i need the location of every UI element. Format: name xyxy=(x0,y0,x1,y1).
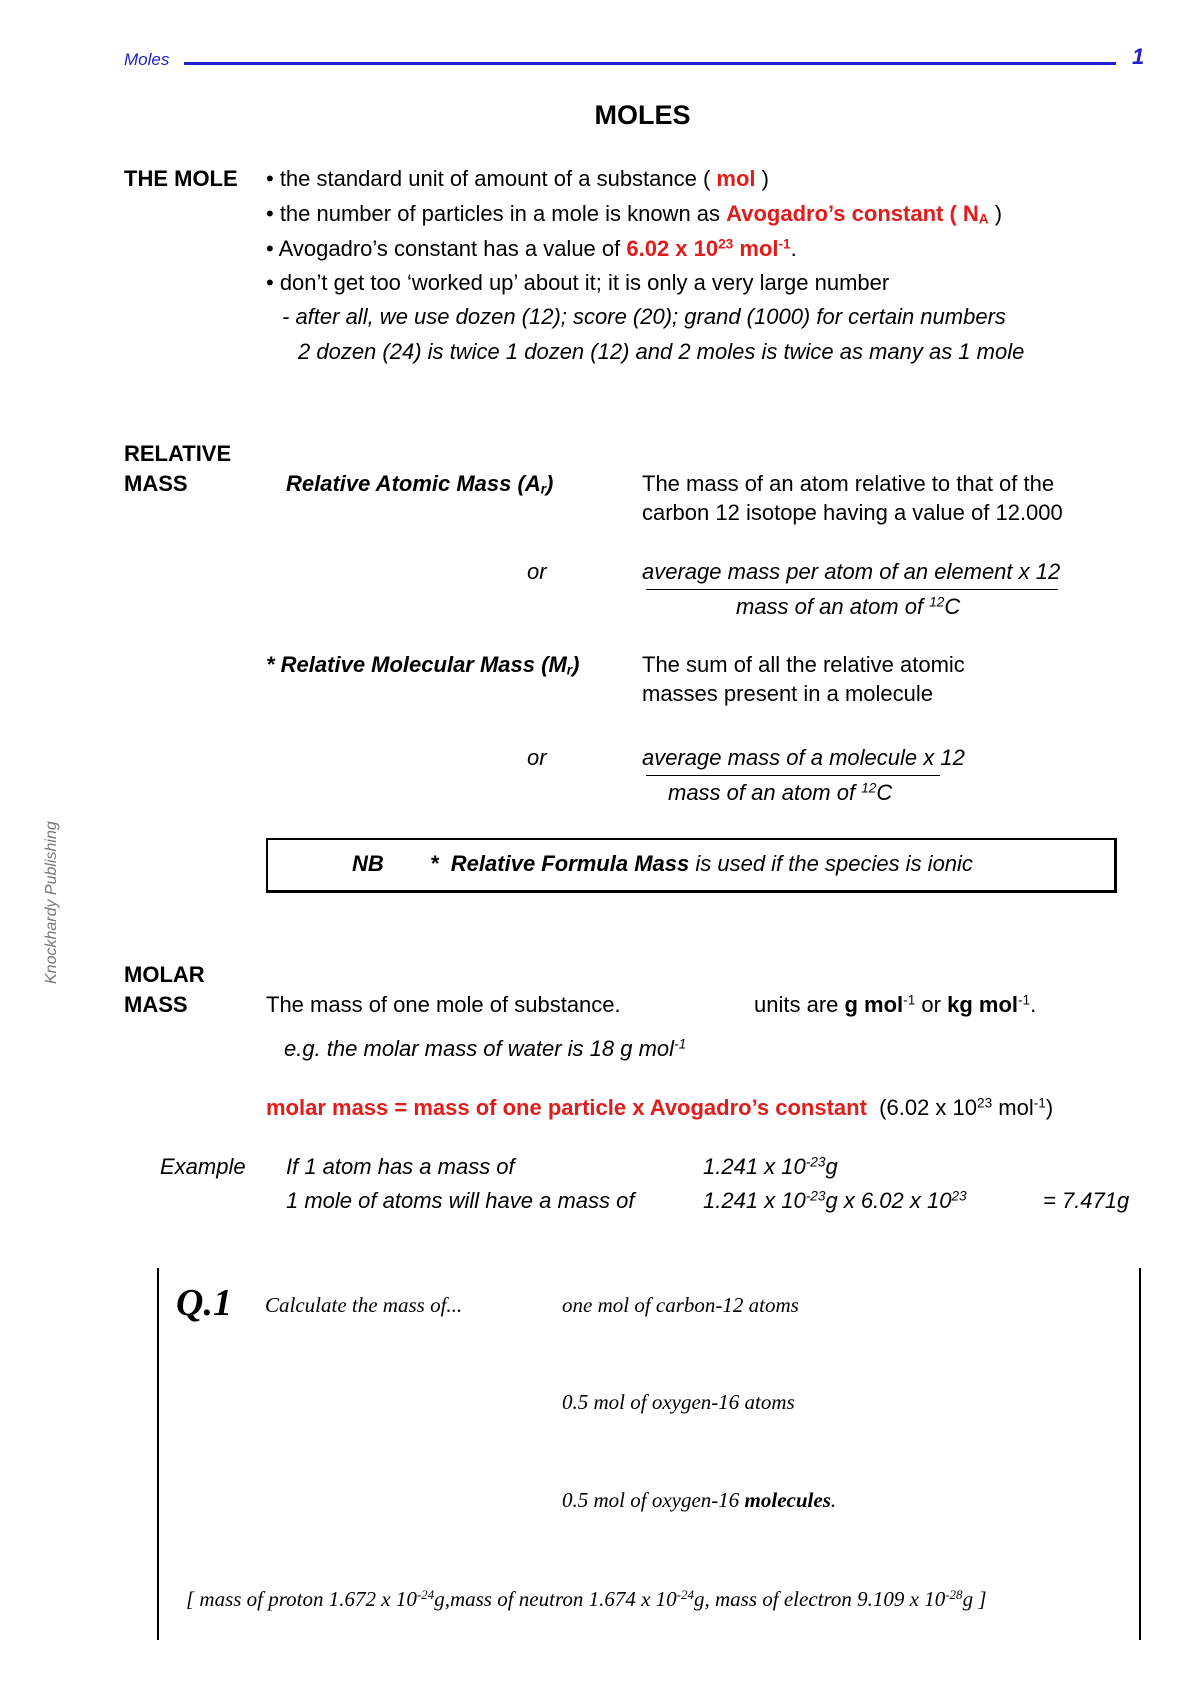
text: Relative Atomic Mass (A xyxy=(286,471,541,496)
rmm-numerator: average mass of a molecule x 12 xyxy=(642,745,965,770)
header-rule xyxy=(184,62,1116,65)
mole-bullet-1 xyxy=(266,166,769,192)
header-left-title: Moles xyxy=(124,50,170,69)
text: ) xyxy=(1045,1095,1054,1120)
subscript: r xyxy=(540,481,547,497)
molar-definition: The mass of one mole of substance. xyxy=(266,992,621,1017)
question-item-1: one mol of carbon-12 atoms xyxy=(562,1293,799,1317)
superscript: -1 xyxy=(1033,1095,1046,1111)
text: . xyxy=(830,1488,837,1512)
superscript: 23 xyxy=(951,1188,967,1204)
text: g, mass of electron 9.109 x 10 xyxy=(694,1587,946,1611)
rmm-fraction-line xyxy=(646,775,940,776)
ram-label xyxy=(286,471,553,497)
text: g x 6.02 x 10 xyxy=(825,1188,952,1213)
superscript: 12 xyxy=(861,780,877,796)
rmm-definition-1: The sum of all the relative atomic xyxy=(642,652,965,677)
subscript: A xyxy=(978,211,989,227)
text: or xyxy=(915,992,948,1017)
superscript: -24 xyxy=(676,1586,695,1602)
unit: kg mol xyxy=(947,992,1018,1017)
formula-text: molar mass = mass of one particle x Avogadro’s constant xyxy=(266,1095,867,1120)
mole-bullet-3 xyxy=(266,236,797,262)
question-right-border xyxy=(1139,1268,1141,1640)
superscript: 23 xyxy=(977,1095,993,1111)
text: ) xyxy=(988,201,1003,226)
text: ) xyxy=(755,166,769,191)
text: • Avogadro’s constant has a value of xyxy=(266,236,627,261)
ram-numerator: average mass per atom of an element x 12 xyxy=(642,559,1061,584)
superscript: -1 xyxy=(778,236,791,252)
question-footer-data xyxy=(186,1587,987,1612)
unit: g mol xyxy=(844,992,904,1017)
ram-denominator xyxy=(736,594,960,620)
superscript: -24 xyxy=(416,1586,435,1602)
rmm-or: or xyxy=(527,745,547,770)
text: C xyxy=(944,594,961,619)
text: ) xyxy=(572,652,580,677)
question-label: Q.1 xyxy=(176,1282,232,1324)
mole-note-2: 2 dozen (24) is twice 1 dozen (12) and 2 moles is twice as many as 1 mole xyxy=(298,339,1025,364)
question-left-border xyxy=(157,1268,159,1640)
rmm-definition-2: masses present in a molecule xyxy=(642,681,934,706)
example-line-1-text: If 1 atom has a mass of xyxy=(286,1154,515,1179)
text: mass of an atom of xyxy=(736,594,930,619)
molar-heading-2: MASS xyxy=(124,992,188,1017)
text: (6.02 x 10 xyxy=(879,1095,977,1120)
text: g,mass of neutron 1.674 x 10 xyxy=(434,1587,677,1611)
text: * Relative Molecular Mass (M xyxy=(266,652,567,677)
text: mass of an atom of xyxy=(668,780,862,805)
example-line-1-value xyxy=(703,1154,838,1180)
the-mole-heading: THE MOLE xyxy=(124,166,238,191)
text: • the standard unit of amount of a substance ( xyxy=(266,166,717,191)
text: mol xyxy=(992,1095,1034,1120)
molar-heading-1: MOLAR xyxy=(124,962,205,987)
rmm-label xyxy=(266,652,579,678)
highlight: mol xyxy=(716,166,756,191)
example-label: Example xyxy=(160,1154,246,1179)
text: is used if the species is ionic xyxy=(689,851,973,876)
text: [ mass of proton 1.672 x 10 xyxy=(186,1587,417,1611)
rmm-denominator xyxy=(668,780,892,806)
page-title: MOLES xyxy=(594,100,691,130)
mole-bullet-4: • don’t get too ‘worked up’ about it; it is only a very large number xyxy=(266,270,890,295)
subscript: r xyxy=(566,662,573,678)
nb-bold-term: Relative Formula Mass xyxy=(450,851,690,876)
superscript: -1 xyxy=(1018,992,1031,1008)
text: . xyxy=(790,236,797,261)
molar-example-water xyxy=(284,1036,686,1062)
bold-term: molecules xyxy=(744,1488,831,1512)
mole-note-1: - after all, we use dozen (12); score (20); grand (1000) for certain numbers xyxy=(282,304,1006,329)
nb-label: NB xyxy=(352,851,384,876)
example-line-2-value xyxy=(703,1188,967,1214)
ram-definition-1: The mass of an atom relative to that of the xyxy=(642,471,1055,496)
relative-heading-1: RELATIVE xyxy=(124,441,232,466)
molar-units xyxy=(754,992,1036,1018)
relative-heading-2: MASS xyxy=(124,471,188,496)
text: 1.241 x 10 xyxy=(703,1188,806,1213)
nb-text xyxy=(430,851,973,877)
text: units are xyxy=(754,992,845,1017)
example-result: = 7.471g xyxy=(1043,1188,1130,1213)
superscript: -23 xyxy=(805,1154,826,1170)
highlight: mol xyxy=(733,236,779,261)
ram-or: or xyxy=(527,559,547,584)
highlight: 6.02 x 10 xyxy=(626,236,719,261)
text: • the number of particles in a mole is known as xyxy=(266,201,727,226)
superscript: -28 xyxy=(945,1586,963,1602)
superscript: 23 xyxy=(718,236,734,252)
text: g xyxy=(825,1154,838,1179)
ram-fraction-line xyxy=(646,589,1058,590)
highlight: Avogadro’s constant ( N xyxy=(726,201,979,226)
superscript: -23 xyxy=(805,1188,826,1204)
superscript: 12 xyxy=(929,594,945,610)
text: . xyxy=(1030,992,1037,1017)
question-prompt: Calculate the mass of... xyxy=(265,1293,463,1317)
text: g ] xyxy=(962,1587,987,1611)
question-item-2: 0.5 mol of oxygen-16 atoms xyxy=(562,1390,795,1414)
superscript: -1 xyxy=(674,1036,687,1052)
text: 1.241 x 10 xyxy=(703,1154,806,1179)
mole-bullet-2 xyxy=(266,201,1002,227)
publisher-side-text: Knockhardy Publishing xyxy=(43,821,60,984)
question-item-3 xyxy=(562,1488,836,1513)
text: 0.5 mol of oxygen-16 xyxy=(562,1488,745,1512)
text: ) xyxy=(546,471,554,496)
molar-formula xyxy=(266,1095,1053,1121)
ram-definition-2: carbon 12 isotope having a value of 12.000 xyxy=(642,500,1063,525)
page-number: 1 xyxy=(1132,44,1145,69)
asterisk: * xyxy=(430,851,439,876)
example-line-2-text: 1 mole of atoms will have a mass of xyxy=(286,1188,635,1213)
text: e.g. the molar mass of water is 18 g mol xyxy=(284,1036,675,1061)
text: C xyxy=(876,780,893,805)
superscript: -1 xyxy=(903,992,916,1008)
